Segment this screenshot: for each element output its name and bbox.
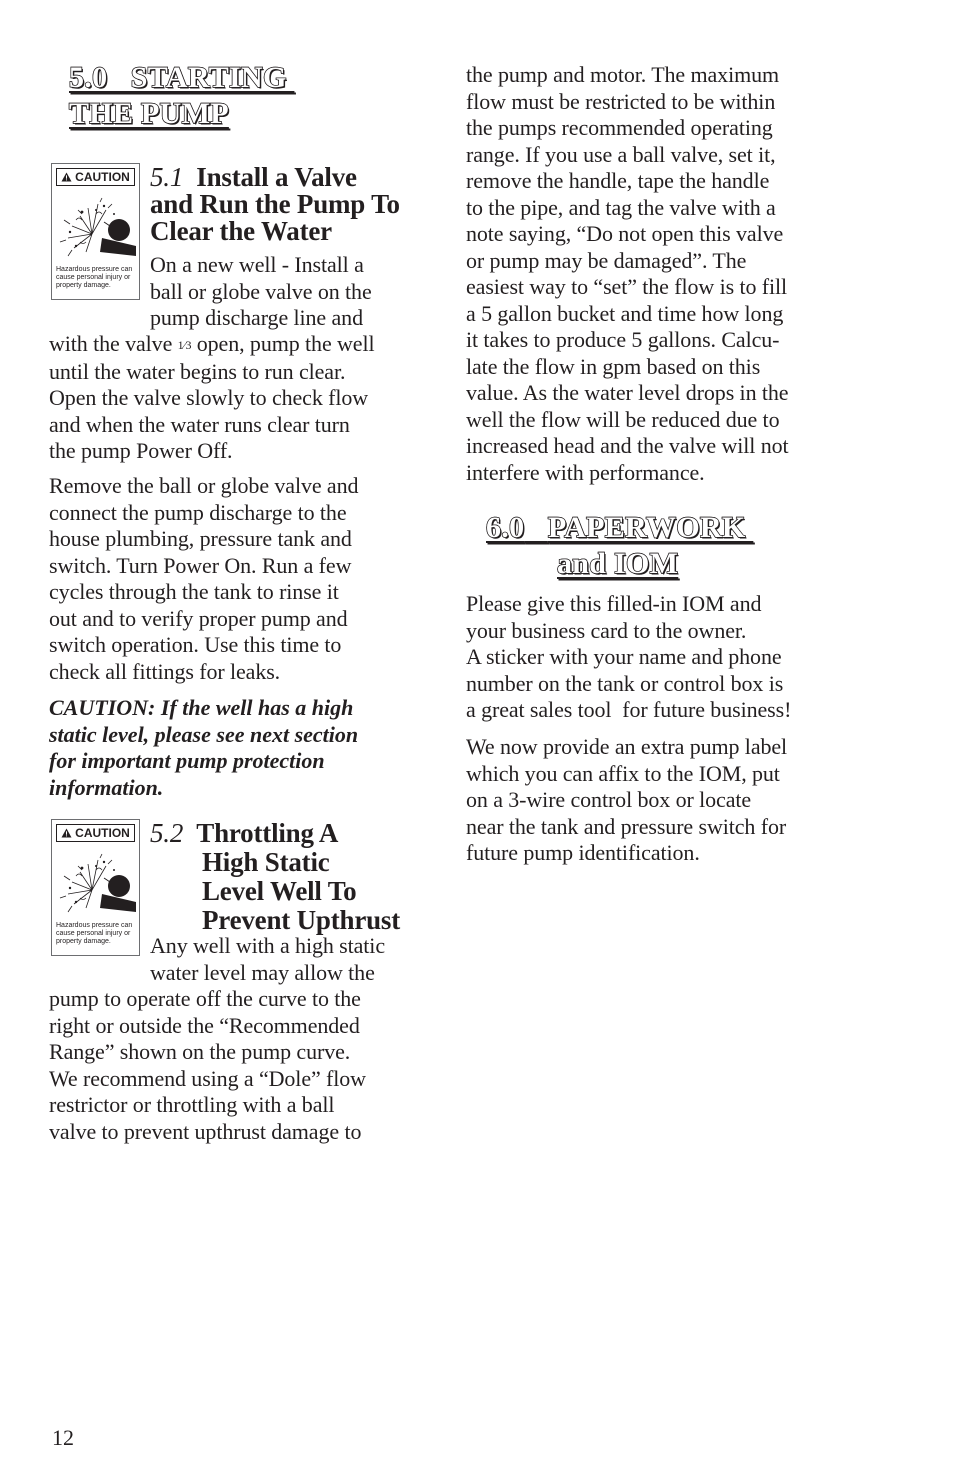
paragraph-line: restrictor or throttling with a ball [49,1092,335,1117]
subsection-5-2-paragraph-continued [466,62,789,486]
caution-fineprint-line: Hazardous pressure can [56,922,133,929]
caution-sign-2 [51,819,140,956]
warning-triangle-icon [61,172,72,182]
paragraph-line: Any well with a high static [150,933,385,958]
caution-fineprint-line: cause personal injury or [56,930,131,937]
paragraph-line: Open the valve slowly to check flow [49,385,369,410]
paragraph-line: until the water begins to run clear. [49,358,346,384]
caution-line: information. [49,774,164,800]
section-6-paragraph-2 [466,734,787,867]
warning-triangle-icon [61,828,72,838]
paragraph-line: water level may allow the [150,959,375,985]
subsection-5-1-paragraph-2 [49,473,358,685]
subsection-5-1-title-line: and Run the Pump To [150,189,400,219]
caution-line: for important pump protection [49,748,325,773]
fraction-one-third: 1⁄3 [177,338,192,352]
paragraph-line: We now provide an extra pump label [466,734,788,759]
paragraph-line: it takes to produce 5 gallons. Calcu- [466,327,780,352]
paragraph-line: Remove the ball or globe valve and [49,473,359,498]
section-5-heading-line-1: 5.0 STARTING [69,61,295,94]
paragraph-line: number on the tank or control box is [466,670,784,696]
subsection-5-1-paragraph-1 [49,331,375,465]
pressure-explosion-icon [52,842,139,922]
subsection-5-2-title-line: High Static [202,847,330,877]
caution-fineprint [56,266,135,290]
paragraph-line: the pump and motor. The maximum [466,62,780,87]
caution-label [56,168,135,186]
paragraph-line: right or outside the “Recommended [49,1012,360,1038]
paragraph-line: range. If you use a ball valve, set it, [466,141,776,167]
caution-fineprint-line: property damage. [56,282,111,289]
caution-sign-1 [51,163,140,300]
page-number: 12 [52,1425,74,1450]
caution-label [56,824,135,842]
paragraph-line: check all fittings for leaks. [49,658,281,684]
subsection-5-1-paragraph-1-indented [150,252,372,332]
caution-label-text: CAUTION [75,826,130,840]
paragraph-line: future pump identification. [466,840,700,865]
subsection-5-2-paragraph-indented [150,933,385,986]
paragraph-line: your business card to the owner. [466,617,747,643]
paragraph-line: the pump Power Off. [49,438,233,463]
paragraph-line: Please give this filled-in IOM and [466,591,762,616]
paragraph-line: connect the pump discharge to the [49,499,347,525]
paragraph-line: on a 3-wire control box or locate [466,787,752,812]
subsection-5-2-paragraph [49,986,366,1145]
subsection-5-2-title-line: Level Well To [202,876,357,906]
caution-fineprint [56,922,135,946]
paragraph-line: switch operation. Use this time to [49,632,342,657]
section-6-heading-line-2: and IOM [557,547,679,580]
subsection-5-1-title-line: Install a Valve [196,162,357,192]
paragraph-line: remove the handle, tape the handle [466,168,770,193]
paragraph-line: We recommend using a “Dole” flow [49,1065,366,1091]
subsection-5-1-heading [150,164,400,245]
paragraph-line: valve to prevent upthrust damage to [49,1118,362,1144]
paragraph-line: pump discharge line and [150,305,363,330]
paragraph-line: easiest way to “set” the flow is to fill [466,274,788,299]
paragraph-line: ball or globe valve on the [150,278,372,304]
subsection-5-2-title-line: Prevent Upthrust [202,905,401,935]
caution-line: static level, please see next section [49,721,359,747]
paragraph-line: out and to verify proper pump and [49,605,348,631]
paragraph-line: On a new well - Install a [150,252,364,277]
paragraph-line: house plumbing, pressure tank and [49,526,352,551]
caution-line: CAUTION: If the well has a high [49,695,354,720]
pressure-explosion-icon [52,186,139,266]
section-6-heading-line-1: PAPERWORK [547,511,754,544]
paragraph-line: note saying, “Do not open this valve [466,221,784,246]
paragraph-line: well the flow will be reduced due to [466,406,780,432]
section-6-number: 6.0 [486,511,525,544]
section-5-heading-line-2: THE PUMP [69,97,229,130]
paragraph-line: or pump may be damaged”. The [466,247,747,273]
subsection-5-1-number: 5.1 [150,162,184,192]
paragraph-line: cycles through the tank to rinse it [49,579,339,604]
paragraph-line: A sticker with your name and phone [466,644,782,669]
subsection-5-2-number: 5.2 [150,818,184,848]
subsection-5-2-title-line: Throttling A [196,818,339,848]
paragraph-line: flow must be restricted to be within [466,88,776,114]
paragraph-line: interfere with performance. [466,459,705,485]
subsection-5-1-caution-note [49,695,358,801]
caution-fineprint-line: cause personal injury or [56,274,131,281]
paragraph-text: open, pump the well [191,331,375,356]
caution-label-text: CAUTION [75,170,130,184]
paragraph-line: near the tank and pressure switch for [466,813,787,839]
section-6-heading [486,510,753,582]
section-5-heading [69,60,294,132]
caution-fineprint-line: property damage. [56,938,111,945]
subsection-5-2-heading [150,819,400,935]
subsection-5-1-title-line: Clear the Water [150,216,332,246]
paragraph-line: increased head and the valve will not [466,433,789,458]
paragraph-line: which you can affix to the IOM, put [466,760,780,786]
section-6-paragraph-1 [466,591,791,724]
paragraph-line: Range” shown on the pump curve. [49,1039,351,1064]
paragraph-line: a great sales tool for future business! [466,697,792,722]
paragraph-line: to the pipe, and tag the valve with a [466,194,776,220]
paragraph-line: and when the water runs clear turn [49,411,350,437]
paragraph-line: switch. Turn Power On. Run a few [49,552,352,578]
paragraph-line: pump to operate off the curve to the [49,986,361,1011]
paragraph-text: with the valve [49,331,178,356]
paragraph-line: value. As the water level drops in the [466,380,789,405]
caution-fineprint-line: Hazardous pressure can [56,266,133,273]
paragraph-line: a 5 gallon bucket and time how long [466,300,784,326]
paragraph-line: the pumps recommended operating [466,115,773,140]
paragraph-line: late the flow in gpm based on this [466,353,761,379]
